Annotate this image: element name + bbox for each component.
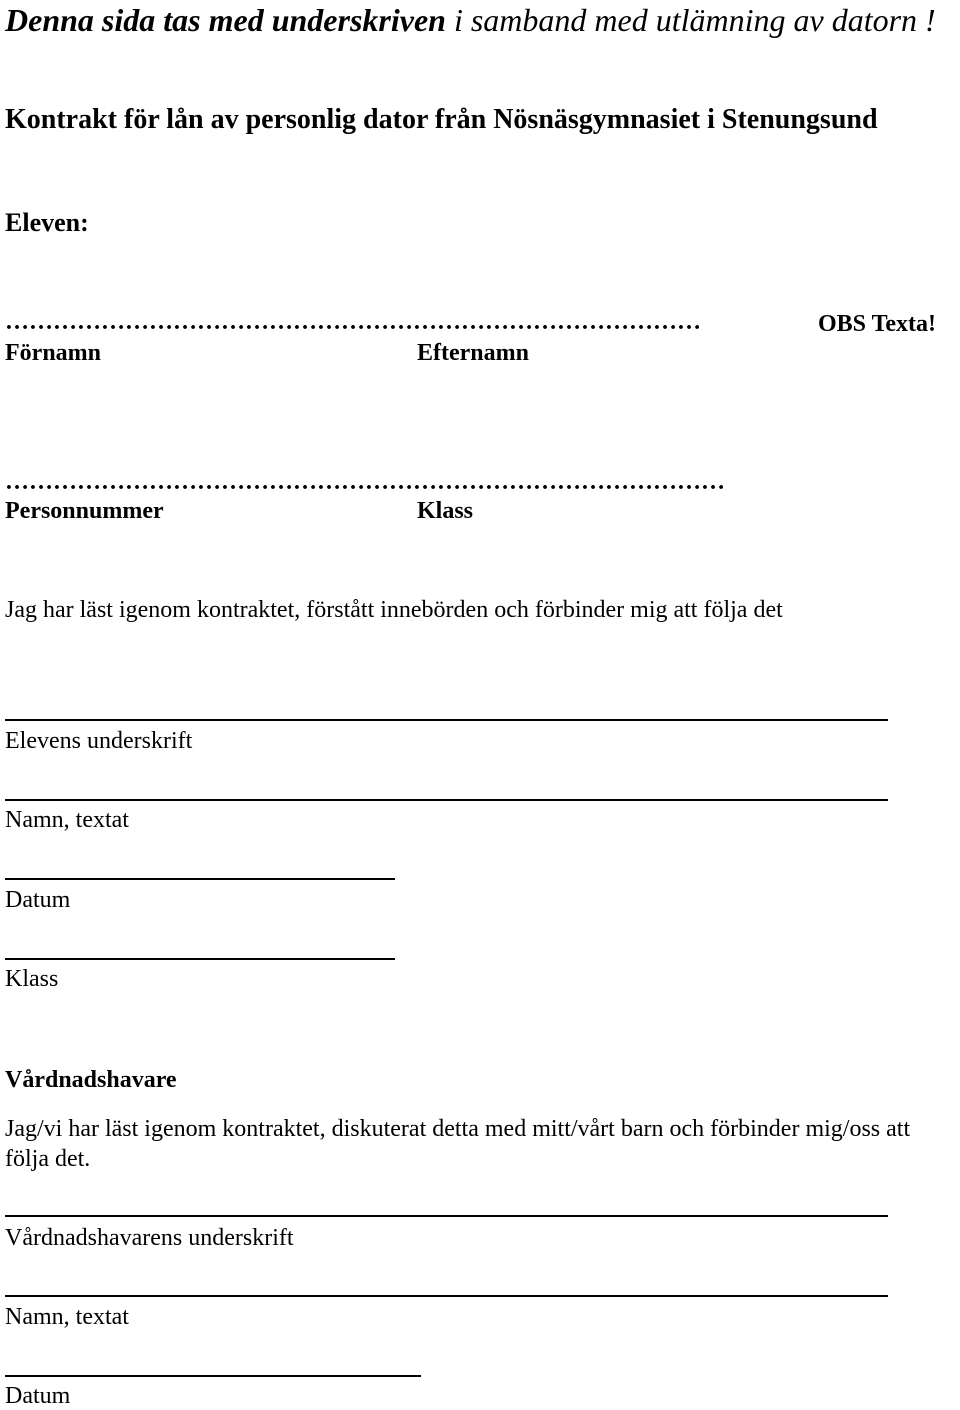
student-class-line[interactable] [5, 958, 395, 960]
guardian-signature-line[interactable] [5, 1215, 888, 1217]
student-signature-label: Elevens underskrift [5, 728, 193, 754]
personnummer-label: Personnummer [5, 498, 164, 524]
guardian-date-label: Datum [5, 1383, 71, 1409]
last-name-label: Efternamn [417, 340, 529, 366]
obs-note: OBS Texta! [818, 311, 937, 337]
student-signature-line[interactable] [5, 719, 888, 721]
student-printed-name-line[interactable] [5, 799, 888, 801]
personnummer-dotted-line[interactable]: ……………………………………………………………………………… [5, 469, 725, 495]
guardian-printed-name-label: Namn, textat [5, 1304, 129, 1330]
name-dotted-line[interactable]: …………………………………………………………………………… [5, 309, 701, 335]
student-heading: Eleven: [5, 208, 89, 237]
student-class-field-label: Klass [5, 966, 59, 992]
guardian-date-line[interactable] [5, 1375, 421, 1377]
guardian-printed-name-line[interactable] [5, 1295, 888, 1297]
student-date-line[interactable] [5, 878, 395, 880]
guardian-signature-label: Vårdnadshavarens underskrift [5, 1225, 294, 1251]
class-label: Klass [417, 498, 474, 524]
notice-rest: i samband med utlämning av datorn ! [445, 2, 936, 38]
notice-text [5, 0, 945, 40]
first-name-label: Förnamn [5, 340, 101, 366]
student-printed-name-label: Namn, textat [5, 807, 129, 833]
student-agreement-text: Jag har läst igenom kontraktet, förstått innebörden och förbinder mig att följa det [5, 597, 783, 623]
notice-bold: Denna sida tas med underskriven [5, 2, 446, 38]
guardian-heading: Vårdnadshavare [5, 1067, 177, 1093]
guardian-agreement-text: Jag/vi har läst igenom kontraktet, diskuterat detta med mitt/vårt barn och förbinder mig/oss att följa det. [5, 1116, 911, 1172]
contract-title: Kontrakt för lån av personlig dator från Nösnäsgymnasiet i Stenungsund [5, 104, 878, 135]
student-date-label: Datum [5, 887, 71, 913]
